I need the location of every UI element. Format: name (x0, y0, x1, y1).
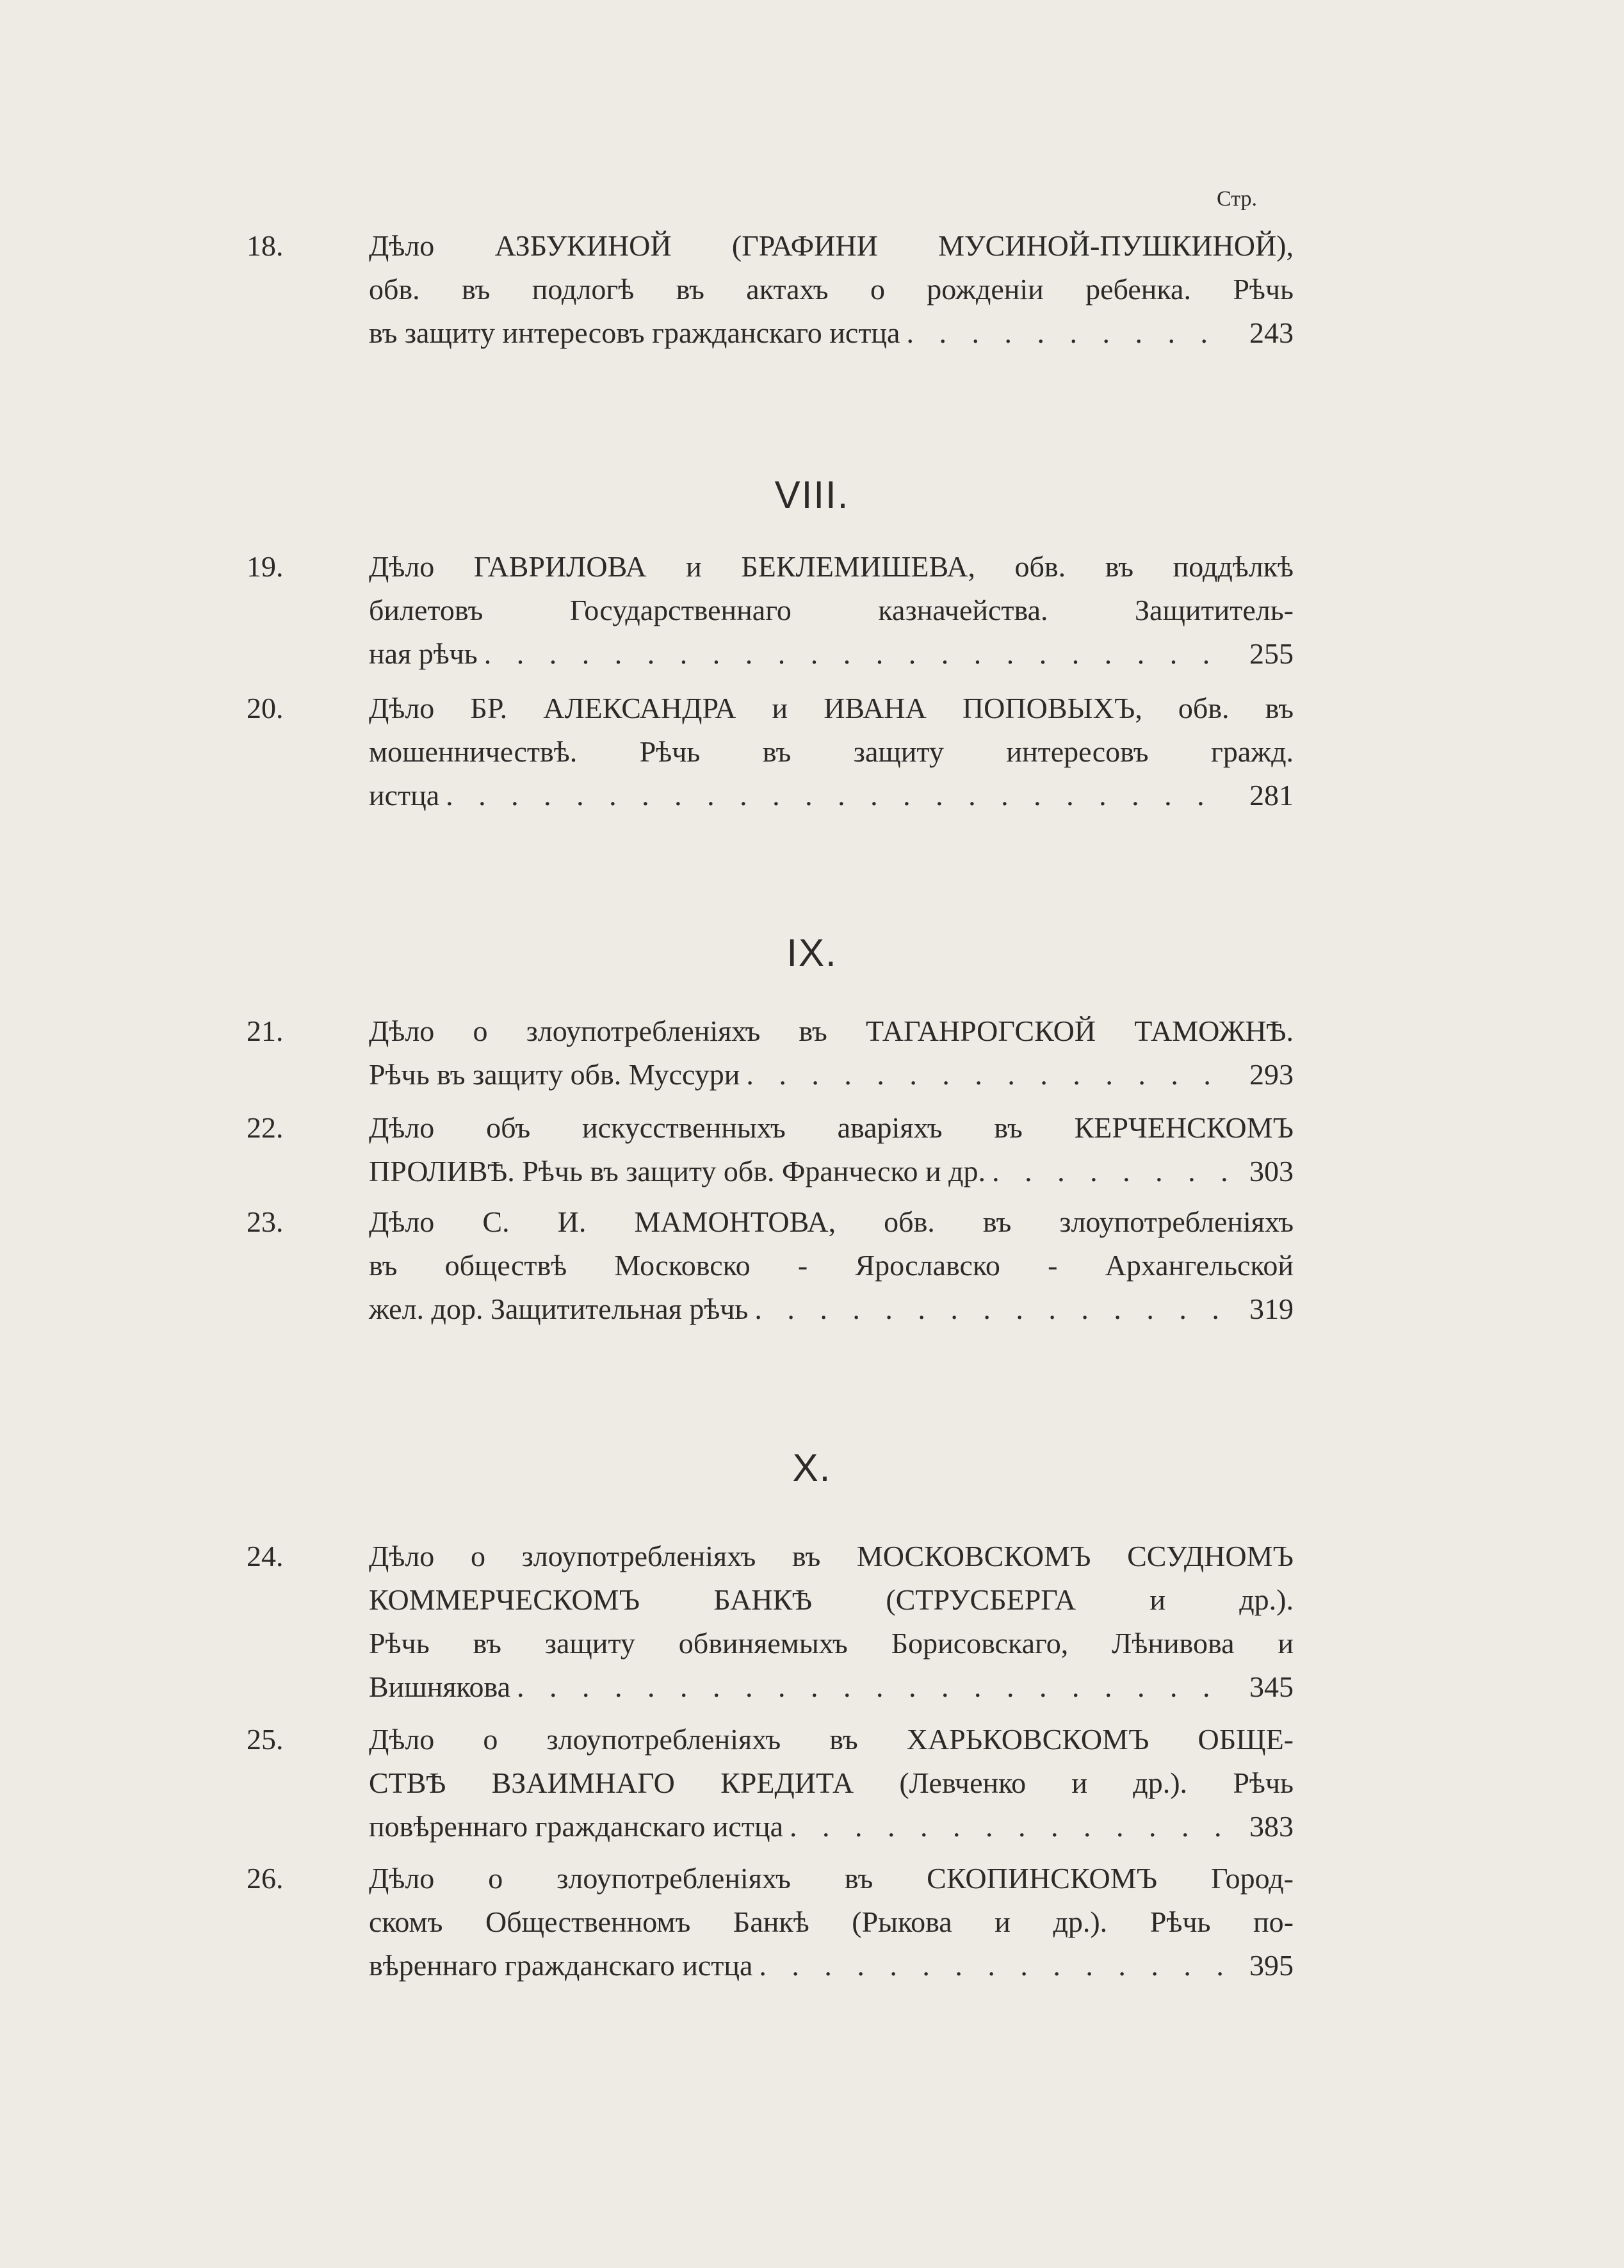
entry-title-line: Дѣло о злоупотребленіяхъ въ МОСКОВСКОМЪ ССУДНОМЪ (369, 1540, 1294, 1572)
toc-entry[interactable] (247, 1106, 1294, 1193)
dot-leader (754, 1287, 1230, 1331)
page-number[interactable]: 293 (1249, 1058, 1294, 1091)
section-heading-ix: IX. (786, 931, 838, 974)
toc-entry[interactable] (247, 224, 1294, 355)
entry-text-line: ПРОЛИВѢ. Рѣчь въ защиту обв. Франческо и др. (369, 1155, 986, 1187)
entry-text-line: ная рѣчь (369, 637, 478, 670)
entry-text-line: Рѣчь въ защиту обвиняемыхъ Борисовскаго, Лѣнивова и (369, 1627, 1294, 1660)
entry-title-line: Дѣло объ искусственныхъ аваріяхъ въ КЕРЧЕНСКОМЪ (369, 1111, 1294, 1144)
page-number[interactable]: 243 (1249, 316, 1294, 349)
entry-number: 25. (247, 1723, 284, 1756)
entry-text-line: истца (369, 779, 440, 812)
entry-text-line: въ обществѣ Московско - Ярославско - Архангельской (369, 1249, 1294, 1282)
entry-title-line: Дѣло АЗБУКИНОЙ (ГРАФИНИ МУСИНОЙ-ПУШКИНОЙ), (369, 229, 1294, 262)
dot-leader (484, 632, 1230, 676)
entry-number: 23. (247, 1205, 284, 1238)
toc-entry[interactable] (247, 687, 1294, 817)
page-number[interactable]: 303 (1249, 1155, 1294, 1187)
entry-number: 18. (247, 229, 284, 262)
entry-number: 26. (247, 1862, 284, 1895)
dot-leader (517, 1665, 1230, 1709)
entry-number: 20. (247, 692, 284, 724)
entry-text-line: въ защиту интересовъ гражданскаго истца (369, 316, 900, 349)
dot-leader (790, 1805, 1230, 1848)
dot-leader (746, 1053, 1230, 1097)
entry-title-line: Дѣло о злоупотребленіяхъ въ ХАРЬКОВСКОМЪ ОБЩЕ- (369, 1723, 1294, 1756)
entry-number: 24. (247, 1540, 284, 1572)
dot-leader (992, 1150, 1230, 1193)
entry-number: 22. (247, 1111, 284, 1144)
page-number[interactable]: 345 (1249, 1670, 1294, 1703)
toc-entry[interactable] (247, 1857, 1294, 1987)
entry-text-line: обв. въ подлогѣ въ актахъ о рожденіи ребенка. Рѣчь (369, 273, 1294, 306)
toc-entry[interactable] (247, 1535, 1294, 1709)
dot-leader (906, 311, 1230, 355)
entry-number: 19. (247, 550, 284, 583)
entry-text-line: вѣреннаго гражданскаго истца (369, 1949, 753, 1982)
page-number[interactable]: 383 (1249, 1810, 1294, 1843)
section-heading-x: X. (792, 1446, 832, 1489)
entry-text-line: Вишнякова (369, 1670, 511, 1703)
toc-entry[interactable] (247, 545, 1294, 676)
toc-entry[interactable] (247, 1009, 1294, 1097)
section-heading-viii: VIII. (774, 473, 850, 516)
entry-text-line: СТВѢ ВЗАИМНАГО КРЕДИТА (Левченко и др.). Рѣчь (369, 1766, 1294, 1799)
dot-leader (759, 1944, 1230, 1987)
page-number[interactable]: 395 (1249, 1949, 1294, 1982)
toc-entry[interactable] (247, 1200, 1294, 1331)
entry-number: 21. (247, 1015, 284, 1047)
entry-text-line: Рѣчь въ защиту обв. Муссури (369, 1058, 740, 1091)
page-number[interactable]: 255 (1249, 637, 1294, 670)
entry-text-line: жел. дор. Защитительная рѣчь (369, 1293, 749, 1325)
dot-leader (446, 774, 1230, 817)
entry-title-line: Дѣло С. И. МАМОНТОВА, обв. въ злоупотребленіяхъ (369, 1205, 1294, 1238)
page-number[interactable]: 319 (1249, 1293, 1294, 1325)
entry-text-line: билетовъ Государственнаго казначейства. Защититель- (369, 594, 1294, 626)
entry-title-line: Дѣло о злоупотребленіяхъ въ ТАГАНРОГСКОЙ ТАМОЖНѢ. (369, 1015, 1294, 1047)
page-number[interactable]: 281 (1249, 779, 1294, 812)
entry-text-line: мошенничествѣ. Рѣчь въ защиту интересовъ гражд. (369, 735, 1294, 768)
entry-text-line: КОММЕРЧЕСКОМЪ БАНКѢ (СТРУСБЕРГА и др.). (369, 1583, 1294, 1616)
toc-entry[interactable] (247, 1718, 1294, 1848)
entry-title-line: Дѣло БР. АЛЕКСАНДРА и ИВАНА ПОПОВЫХЪ, обв. въ (369, 692, 1294, 724)
entry-title-line: Дѣло о злоупотребленіяхъ въ СКОПИНСКОМЪ Город- (369, 1862, 1294, 1895)
entry-text-line: скомъ Общественномъ Банкѣ (Рыкова и др.). Рѣчь по- (369, 1905, 1294, 1938)
entry-text-line: повѣреннаго гражданскаго истца (369, 1810, 783, 1843)
entry-title-line: Дѣло ГАВРИЛОВА и БЕКЛЕМИШЕВА, обв. въ поддѣлкѣ (369, 550, 1294, 583)
page-column-label: Стр. (1217, 187, 1258, 211)
